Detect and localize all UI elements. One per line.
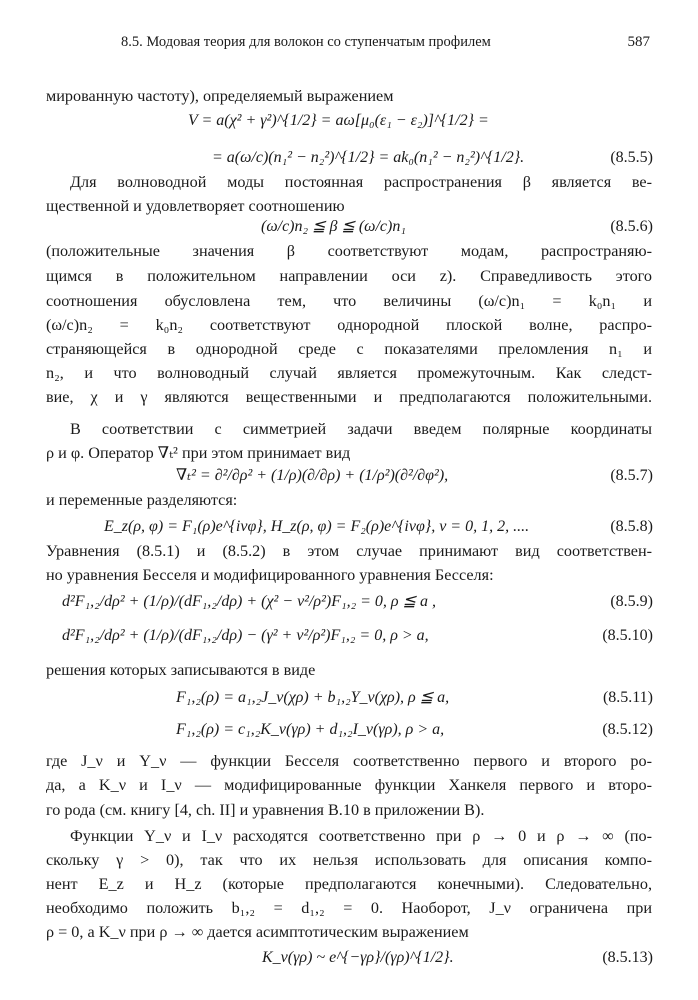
text-line: щимся в положительном направлении оси z). Справедливость этого (46, 267, 652, 285)
equation: d²F₁,₂/dρ² + (1/ρ)/(dF₁,₂/dρ) + (χ² − ν²/ρ²)F₁,₂ = 0, ρ ≦ a , (62, 593, 437, 610)
equation: ∇ₜ² = ∂²/∂ρ² + (1/ρ)(∂/∂ρ) + (1/ρ²)(∂²/∂φ²), (176, 467, 449, 484)
text-line: (положительные значения β соответствуют модам, распространяю- (46, 242, 652, 260)
text-line: Для волноводной моды постоянная распространения β является ве- (70, 173, 652, 191)
text-line: нент E_z и H_z (которые предполагаются конечными). Следовательно, (46, 875, 652, 893)
text-line: го рода (см. книгу [4, ch. II] и уравнения B.10 в приложении B). (46, 801, 485, 819)
equation-number: (8.5.9) (610, 593, 653, 610)
equation: (ω/c)n₂ ≦ β ≦ (ω/c)n₁ (261, 218, 406, 235)
text-line: мированную частоту), определяемый выражением (46, 87, 394, 105)
header-title: 8.5. Модовая теория для волокон со ступенчатым профилем (121, 34, 491, 50)
equation: F₁,₂(ρ) = a₁,₂J_ν(χρ) + b₁,₂Y_ν(χρ), ρ ≦ a, (176, 689, 450, 706)
equation-number: (8.5.12) (602, 721, 653, 738)
text-line: необходимо положить b₁,₂ = d₁,₂ = 0. Наоборот, J_ν ограничена при (46, 899, 652, 917)
text-line: щественной и удовлетворяет соотношению (46, 197, 345, 215)
equation-number: (8.5.5) (610, 149, 653, 166)
equation: F₁,₂(ρ) = c₁,₂K_ν(γρ) + d₁,₂I_ν(γρ), ρ > a, (176, 721, 445, 738)
equation-number: (8.5.7) (610, 467, 653, 484)
text-line: соотношения обусловлена тем, что величины (ω/c)n₁ = k₀n₁ и (46, 292, 652, 310)
running-header (0, 34, 698, 54)
equation-number: (8.5.6) (610, 218, 653, 235)
page-number: 587 (627, 34, 650, 50)
equation: = a(ω/c)(n₁² − n₂²)^{1/2} = ak₀(n₁² − n₂²)^{1/2}. (212, 149, 525, 166)
text-line: но уравнения Бесселя и модифицированного уравнения Бесселя: (46, 566, 494, 584)
text-line: скольку γ > 0), так что их нельзя использовать для описания компо- (46, 851, 652, 869)
text-line: страняющейся в однородной среде с показателями преломления n₁ и (46, 340, 652, 358)
equation-number: (8.5.8) (610, 518, 653, 535)
equation: d²F₁,₂/dρ² + (1/ρ)/(dF₁,₂/dρ) − (γ² + ν²/ρ²)F₁,₂ = 0, ρ > a, (62, 627, 429, 644)
text-line: В соответствии с симметрией задачи введем полярные координаты (70, 420, 652, 438)
equation: K_ν(γρ) ~ e^{−γρ}/(γρ)^{1/2}. (262, 949, 454, 966)
equation: V = a(χ² + γ²)^{1/2} = aω[μ₀(ε₁ − ε₂)]^{1/2} = (188, 112, 489, 129)
text-line: n₂, и что волноводный случай является промежуточным. Как следст- (46, 364, 652, 382)
equation-number: (8.5.11) (602, 689, 653, 706)
text-line: и переменные разделяются: (46, 491, 238, 509)
text-line: Уравнения (8.5.1) и (8.5.2) в этом случае принимают вид соответствен- (46, 542, 652, 560)
equation-number: (8.5.13) (602, 949, 653, 966)
text-line: ρ = 0, а K_ν при ρ → ∞ дается асимптотическим выражением (46, 923, 469, 941)
text-line: где J_ν и Y_ν — функции Бесселя соответственно первого и второго ро- (46, 752, 652, 770)
text-line: Функции Y_ν и I_ν расходятся соответственно при ρ → 0 и ρ → ∞ (по- (70, 827, 652, 845)
text-line: ρ и φ. Оператор ∇ₜ² при этом принимает вид (46, 444, 351, 462)
text-line: решения которых записываются в виде (46, 661, 316, 679)
equation-number: (8.5.10) (602, 627, 653, 644)
text-line: вие, χ и γ являются вещественными и предполагаются положительными. (46, 388, 652, 406)
text-line: да, а K_ν и I_ν — модифицированные функции Ханкеля первого и второ- (46, 776, 652, 794)
text-line: (ω/c)n₂ = k₀n₂ соответствуют однородной плоской волне, распро- (46, 316, 652, 334)
equation: E_z(ρ, φ) = F₁(ρ)e^{iνφ}, H_z(ρ, φ) = F₂(ρ)e^{iνφ}, ν = 0, 1, 2, .... (104, 518, 530, 535)
